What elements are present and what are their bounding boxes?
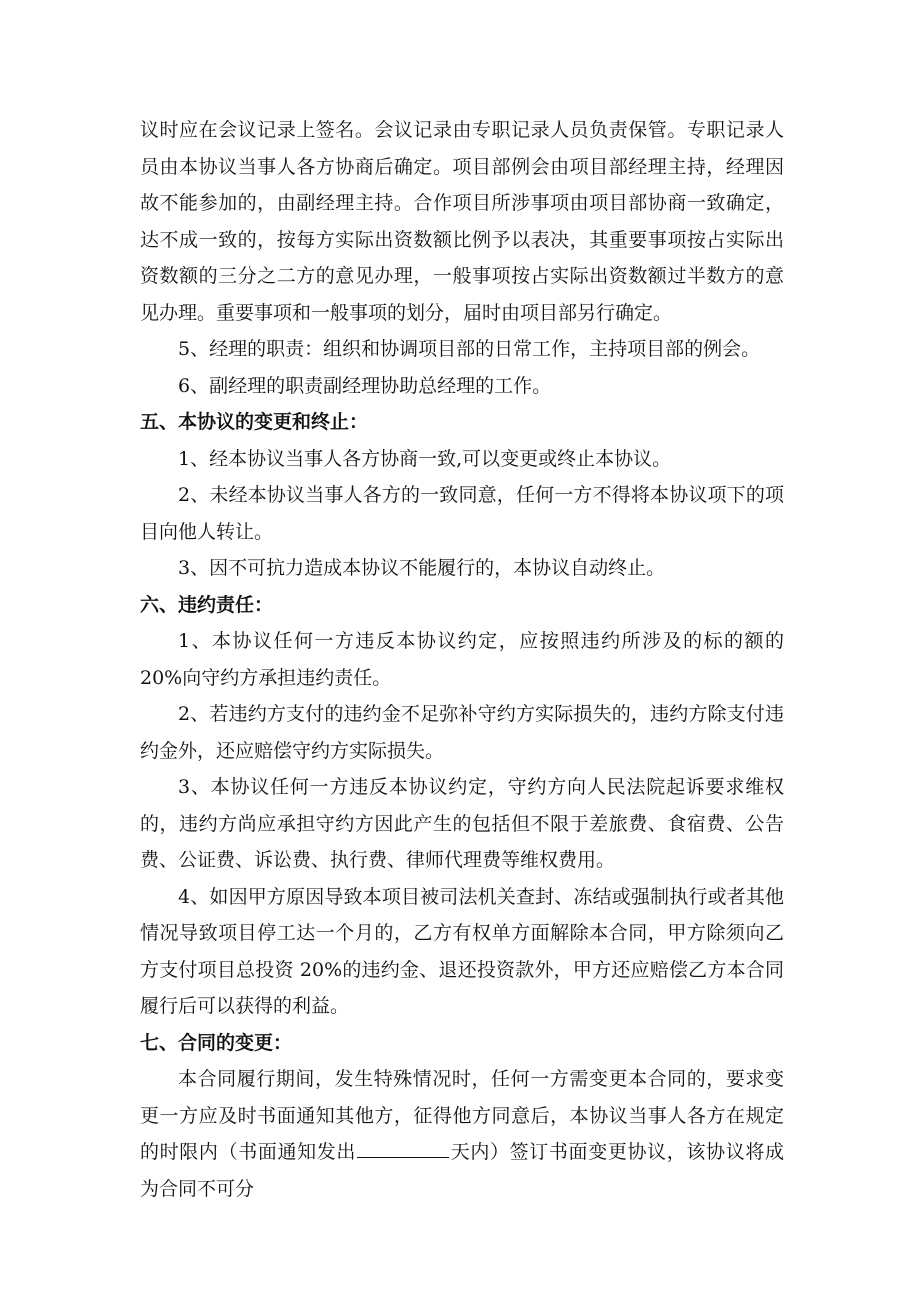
paragraph-continuation: 议时应在会议记录上签名。会议记录由专职记录人员负责保管。专职记录人员由本协议当事人各方协商后确定。项目部例会由项目部经理主持，经理因故不能参加的，由副经理主持。合作项目所涉事项由项目部协商一致确定，达不成一致的，按每方实际出资数额比例予以表决，其重要事项按占实际出资数额的三分之二方的意见办理，一般事项按占实际出资数额过半数方的意见办理。重要事项和一般事项的划分，届时由项目部另行确定。: [140, 119, 784, 324]
clause-6-1: 1、本协议任何一方违反本协议约定，应按照违约所涉及的标的额的 20%向守约方承担违约责任。: [140, 630, 784, 689]
clause-6-2: 2、若违约方支付的违约金不足弥补守约方实际损失的，违约方除支付违约金外，还应赔偿守约方实际损失。: [140, 703, 784, 762]
section-heading-5: 五、本协议的变更和终止：: [140, 411, 369, 433]
fill-in-blank-days: [357, 1139, 449, 1158]
section-heading-6: 六、违约责任：: [140, 593, 274, 616]
clause-5-3: 3、因不可抗力造成本协议不能履行的，本协议自动终止。: [178, 557, 666, 579]
clause-7-text-before-blank: 本合同履行期间，发生特殊情况时，任何一方需变更本合同的，要求变更一方应及时书面通知其他方，征得他方同意后，本协议当事人各方在规定的时限内（书面通知发出: [140, 1068, 784, 1163]
clause-6-3: 3、本协议任何一方违反本协议约定，守约方向人民法院起诉要求维权的，违约方尚应承担守约方因此产生的包括但不限于差旅费、食宿费、公告费、公证费、诉讼费、执行费、律师代理费等维权费用。: [140, 776, 784, 871]
clause-5-manager-duties: 5、经理的职责：组织和协调项目部的日常工作，主持项目部的例会。: [178, 338, 761, 360]
clause-5-1: 1、经本协议当事人各方协商一致,可以变更或终止本协议。: [178, 447, 672, 470]
clause-6-4: 4、如因甲方原因导致本项目被司法机关查封、冻结或强制执行或者其他情况导致项目停工达一个月的，乙方有权单方面解除本合同，甲方除须向乙方支付项目总投资 20%的违约金、退还投资款外，甲方还应赔偿乙方本合同履行后可以获得的利益。: [140, 885, 784, 1017]
document-body: [140, 112, 784, 1207]
clause-7-body: [140, 1061, 784, 1207]
clause-5-2: 2、未经本协议当事人各方的一致同意，任何一方不得将本协议项下的项目向他人转让。: [140, 484, 784, 543]
clause-6-deputy-manager-duties: 6、副经理的职责副经理协助总经理的工作。: [178, 374, 552, 397]
clause-7-text-after-blank: 天内）签订书面变更协议，该协议将成为合同不可分: [140, 1141, 784, 1200]
section-heading-7: 七、合同的变更：: [140, 1031, 293, 1054]
